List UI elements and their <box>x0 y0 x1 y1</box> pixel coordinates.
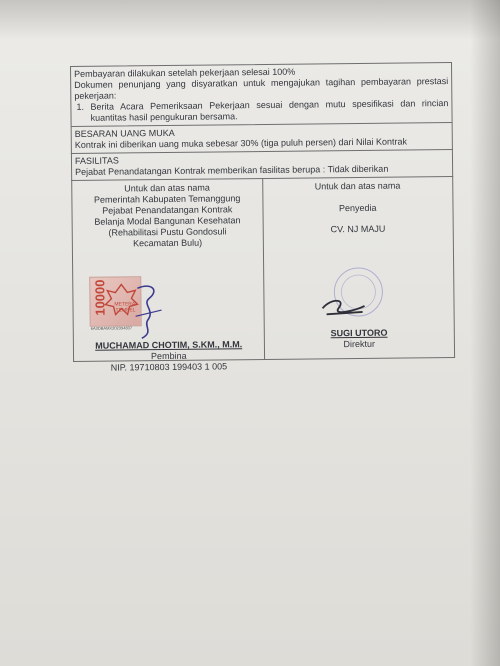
left-signer-nip: NIP. 19710803 199403 1 005 <box>110 361 228 373</box>
company-seal-and-signature-icon <box>312 264 393 325</box>
signature-left-column <box>72 179 264 373</box>
payment-item-number: 1. <box>76 101 84 112</box>
left-line-4: Belanja Modal Bangunan Kesehatan <box>94 215 241 227</box>
advance-text: Kontrak ini diberikan uang muka sebesar 30% (tiga puluh persen) dari Nilai Kontrak <box>74 136 408 150</box>
right-line-1: Untuk dan atas nama <box>314 180 401 192</box>
payment-line-2: Dokumen penunjang yang disyaratkan untuk mengajukan tagihan pembayaran prestasi pekerjaan: <box>74 76 449 101</box>
right-line-2: Penyedia <box>338 202 377 214</box>
right-name-block <box>264 327 454 351</box>
left-signer-rank: Pembina <box>150 350 187 362</box>
left-line-6: Kecamatan Bulu) <box>133 237 203 249</box>
payment-item-text: Berita Acara Pemeriksaan Pekerjaan sesuai dengan mutu spesifikasi dan rincian kuantitas hasil pengukuran bersama. <box>90 98 449 123</box>
advance-section <box>71 123 453 154</box>
left-line-5: (Rehabilitasi Pustu Gondosuli <box>108 226 227 238</box>
stamp-label: METERAI TEMPEL <box>114 301 137 314</box>
signature-right-column <box>263 177 454 359</box>
stamp-value: 10000 <box>92 279 108 316</box>
advance-heading: BESARAN UANG MUKA <box>74 127 175 139</box>
left-line-2: Pemerintah Kabupaten Temanggung <box>93 193 241 205</box>
payment-section <box>70 62 453 127</box>
right-signer-name: SUGI UTORO <box>330 327 388 339</box>
facility-text: Pejabat Penandatangan Kontrak memberikan fasilitas berupa : Tidak diberikan <box>75 163 389 177</box>
left-line-1: Untuk dan atas nama <box>124 182 210 194</box>
contract-page <box>70 62 455 373</box>
right-line-3: CV. NJ MAJU <box>330 223 386 235</box>
left-name-block <box>74 339 264 374</box>
facility-section <box>71 150 453 181</box>
signature-table <box>71 177 455 373</box>
facility-heading: FASILITAS <box>74 155 119 166</box>
paper-shadow-top <box>0 0 500 40</box>
paper-shadow-right <box>470 0 500 666</box>
stamp-code: 6A3DBAMX202394837 <box>90 325 133 331</box>
payment-line-1: Pembayaran dilakukan setelah pekerjaan selesai 100% <box>74 66 296 79</box>
signature-left-icon <box>131 280 172 340</box>
right-signer-title: Direktur <box>343 338 375 350</box>
left-line-3: Pejabat Penandatangan Kontrak <box>102 204 233 216</box>
left-signer-name: MUCHAMAD CHOTIM, S.KM., M.M. <box>95 339 243 351</box>
payment-doc-item <box>74 98 448 124</box>
